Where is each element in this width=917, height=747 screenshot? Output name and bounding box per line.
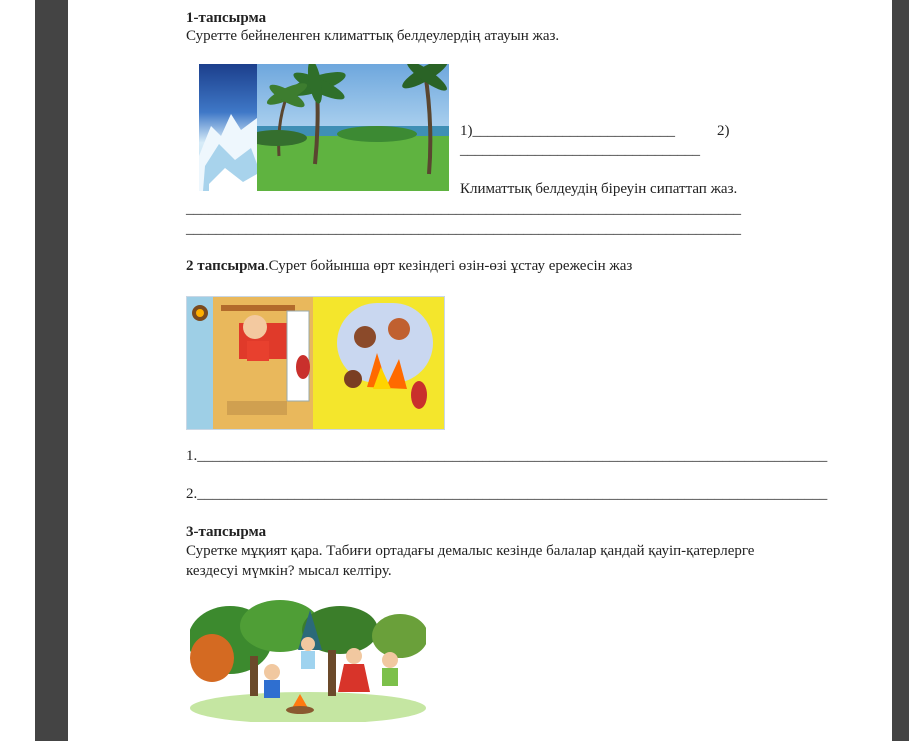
- task1-answer1-line[interactable]: 1)___________________________: [460, 123, 675, 139]
- task1-answer2-label: 2): [717, 123, 730, 139]
- task2-heading: [186, 257, 632, 275]
- document-page: [68, 0, 892, 741]
- task2-title: 2 тапсырма: [186, 258, 265, 274]
- task2-answer2[interactable]: 2.____________________________________________________________________________________: [186, 486, 828, 502]
- task3-instruction-line2: кездесуі мүмкін? мысал келтіру.: [186, 563, 392, 579]
- climate-zones-image: [199, 64, 449, 191]
- task1-answer2-line[interactable]: ________________________________: [460, 142, 700, 158]
- fire-safety-image: [186, 296, 445, 430]
- task2-answer1[interactable]: 1.____________________________________________________________________________________: [186, 448, 828, 464]
- task1-instruction: Суретте бейнеленген климаттық белдеулердің атауын жаз.: [186, 28, 560, 44]
- task3-instruction-line1: Суретке мұқият қара. Табиғи ортадағы демалыс кезінде балалар қандай қауіп-қатерлерге: [186, 543, 755, 559]
- task1-answer-line[interactable]: __________________________________________________________________________: [186, 201, 741, 217]
- tropical-beach-photo: [257, 64, 449, 191]
- task1-title: 1-тапсырма: [186, 10, 267, 26]
- children-nature-image: [190, 600, 426, 722]
- glacier-photo: [199, 64, 257, 191]
- viewer-margin-right: [892, 0, 909, 741]
- task1-describe-prompt: Климаттық белдеудің біреуін сипаттап жаз.: [460, 181, 738, 197]
- task1-answer-line[interactable]: __________________________________________________________________________: [186, 221, 741, 237]
- task2-instruction: .Сурет бойынша өрт кезіндегі өзін-өзі ұстау ережесін жаз: [264, 258, 633, 274]
- task3-title: 3-тапсырма: [186, 524, 267, 540]
- viewer-margin-left: [35, 0, 68, 741]
